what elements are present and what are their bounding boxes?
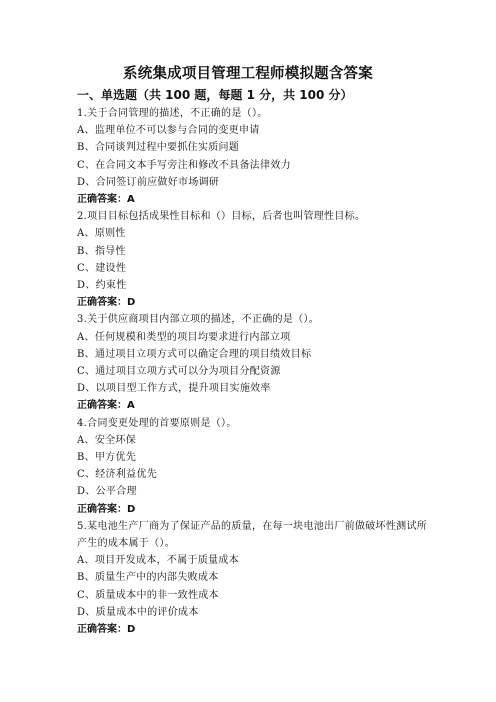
- correct-answer: 正确答案：D: [77, 503, 136, 515]
- question-list: [77, 105, 437, 638]
- document-title: 系统集成项目管理工程师模拟题含答案: [123, 66, 373, 82]
- question-stem: 4.合同变更处理的首要原则是（）。: [77, 417, 237, 429]
- question-block: [77, 415, 437, 518]
- option-b: B、合同谈判过程中要抓住实质问题: [77, 142, 240, 154]
- option-a: A、任何规模和类型的项目均要求进行内部立项: [77, 331, 291, 343]
- option-d: D、合同签订前应做好市场调研: [77, 176, 220, 188]
- question-block: [77, 208, 437, 311]
- option-c: C、在合同文本手写旁注和修改不具备法律效力: [77, 159, 291, 171]
- option-c: C、经济利益优先: [77, 469, 158, 481]
- question-stem: 1.关于合同管理的描述，不正确的是（）。: [77, 108, 268, 119]
- question-block: [77, 518, 437, 638]
- option-d: D、约束性: [77, 280, 127, 292]
- correct-answer: 正确答案：A: [77, 400, 135, 412]
- option-d: D、公平合理: [77, 486, 137, 498]
- option-b: B、通过项目立项方式可以确定合理的项目绩效目标: [77, 348, 312, 360]
- option-d: D、质量成本中的评价成本: [77, 606, 199, 618]
- option-b: B、甲方优先: [77, 452, 137, 464]
- option-b: B、质量生产中的内部失败成本: [77, 572, 219, 584]
- question-block: [77, 311, 437, 414]
- correct-answer: 正确答案：D: [77, 624, 136, 636]
- question-stem: 2.项目目标包括成果性目标和（）目标，后者也叫管理性目标。: [77, 211, 366, 223]
- option-a: A、原则性: [77, 228, 126, 240]
- question-block: [77, 105, 437, 208]
- option-a: A、项目开发成本，不属于质量成本: [77, 555, 240, 567]
- section-heading: 一、单选题（共 100 题，每题 1 分，共 100 分）: [77, 88, 353, 102]
- question-stem: 5.某电池生产厂商为了保证产品的质量，在每一块电池出厂前做破坏性测试所产生的成本属于（）。: [77, 520, 428, 550]
- question-stem: 3.关于供应商项目内部立项的描述，不正确的是（）。: [77, 314, 320, 326]
- option-b: B、指导性: [77, 245, 126, 257]
- correct-answer: 正确答案：D: [77, 297, 136, 309]
- option-c: C、质量成本中的非一致性成本: [77, 589, 219, 601]
- option-a: A、监理单位不可以参与合同的变更申请: [77, 125, 260, 137]
- option-c: C、建设性: [77, 262, 127, 274]
- option-a: A、安全环保: [77, 434, 137, 446]
- option-c: C、通过项目立项方式可以分为项目分配资源: [77, 366, 281, 378]
- correct-answer: 正确答案：A: [77, 194, 135, 206]
- option-d: D、以项目型工作方式，提升项目实施效率: [77, 383, 271, 395]
